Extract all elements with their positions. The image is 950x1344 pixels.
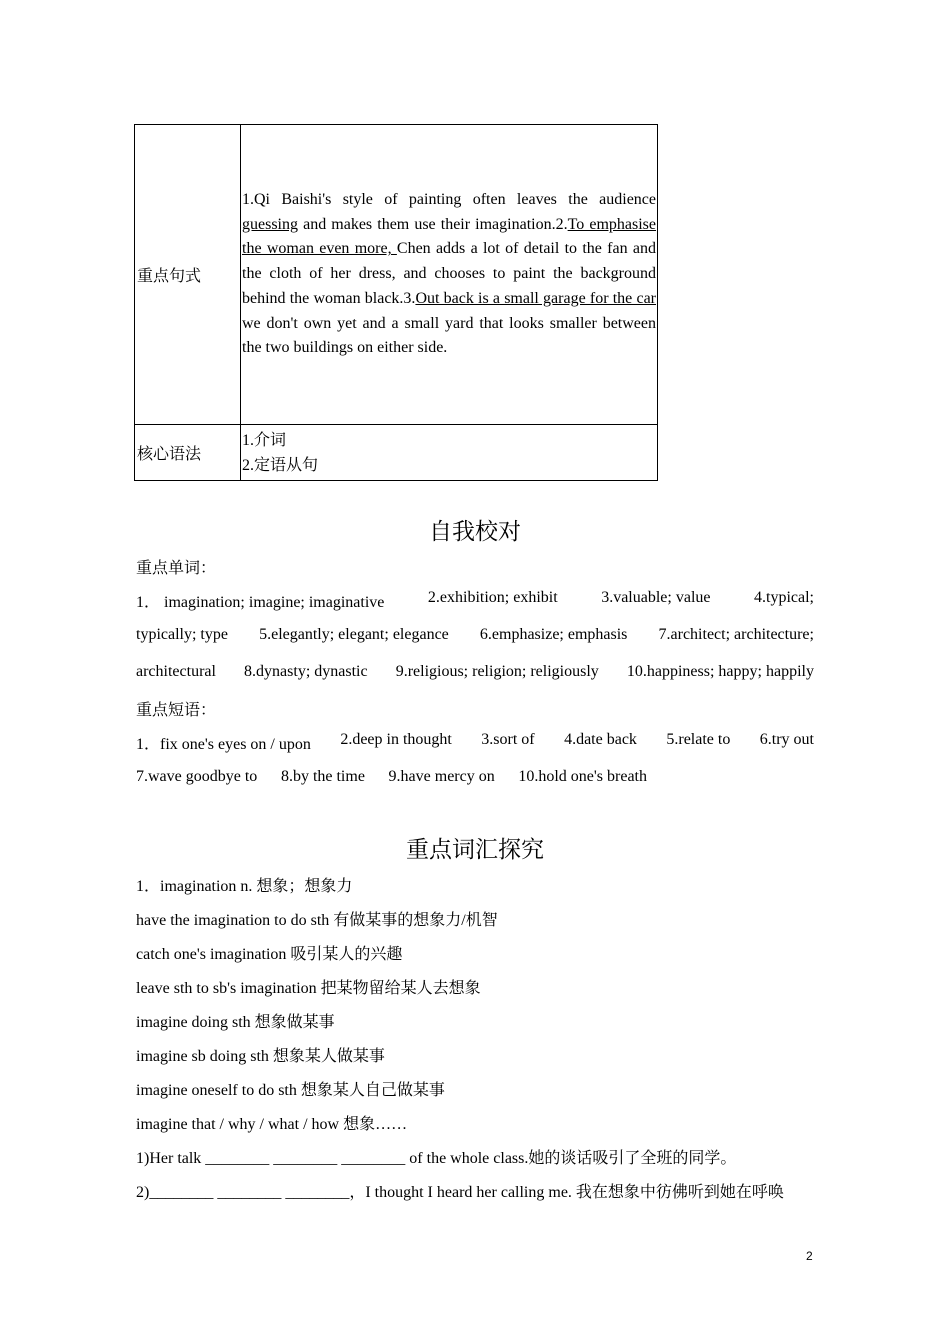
- vocab-line: 1．imagination n. 想象；想象力: [136, 878, 353, 895]
- vocab-line: imagine doing sth 想象做某事: [136, 1014, 335, 1031]
- vocab-line: imagine oneself to do sth 想象某人自己做某事: [136, 1082, 445, 1099]
- exercise-item: 1)Her talk ________ ________ ________ of the whole class.她的谈话吸引了全班的同学。: [136, 1150, 737, 1167]
- answer-item: 9.religious; religion; religiously: [395, 663, 599, 680]
- vocab-line: catch one's imagination 吸引某人的兴趣: [136, 946, 403, 963]
- underlined-phrase: guessing: [242, 215, 298, 233]
- key-phrases-line: [136, 768, 647, 786]
- section-title-self-check: 自我校对: [429, 519, 521, 544]
- vocab-line: imagine that / why / what / how 想象……: [136, 1116, 408, 1133]
- underlined-phrase: To emphasise the woman even more,: [242, 215, 657, 258]
- answer-item: 10.happiness; happy; happily: [626, 663, 814, 680]
- answer-item: 9.have mercy on: [388, 768, 495, 785]
- answer-item: architectural: [136, 663, 216, 680]
- key-sentences-content: [241, 125, 658, 425]
- sentence-text: and makes them use their imagination.2.: [298, 215, 568, 233]
- sentence-text: 1.Qi Baishi's style of painting often leaves the audience: [242, 190, 656, 208]
- key-phrases-label: 重点短语：: [136, 702, 217, 719]
- core-grammar-label: 核心语法: [135, 425, 241, 481]
- vocab-line: have the imagination to do sth 有做某事的想象力/机智: [136, 912, 498, 929]
- grammar-item: 2.定语从句: [242, 456, 319, 474]
- summary-table: [134, 124, 658, 481]
- key-words-line: [136, 663, 814, 681]
- answer-item: 2.deep in thought: [340, 731, 452, 748]
- key-phrases-line: [136, 731, 814, 754]
- answer-item: 7.wave goodbye to: [136, 768, 258, 785]
- table-row-key-sentences: [135, 125, 658, 425]
- answer-item: 1．fix one's eyes on / upon: [136, 736, 311, 753]
- exercise-item: 2)________ ________ ________，I thought I heard her calling me. 我在想象中彷佛听到她在呼唤: [136, 1184, 784, 1201]
- answer-item: 6.emphasize; emphasis: [479, 626, 628, 643]
- core-grammar-content: [241, 425, 658, 481]
- answer-item: 8.by the time: [280, 768, 365, 785]
- answer-item: 1． imagination; imagine; imaginative: [136, 594, 385, 611]
- key-words-line: [136, 589, 814, 612]
- answer-item: 4.date back: [564, 731, 637, 748]
- vocab-line: leave sth to sb's imagination 把某物留给某人去想象: [136, 980, 481, 997]
- answer-item: 2.exhibition; exhibit: [427, 589, 558, 606]
- key-sentences-text: [242, 188, 656, 362]
- key-words-line: [136, 626, 814, 644]
- answer-item: 10.hold one's breath: [518, 768, 647, 785]
- key-words-label: 重点单词：: [136, 560, 217, 577]
- grammar-item: 1.介词: [242, 431, 287, 449]
- answer-item: 5.relate to: [666, 731, 731, 748]
- table-row-core-grammar: [135, 425, 658, 481]
- page-number: 2: [806, 1249, 813, 1263]
- answer-item: 4.typical;: [754, 589, 814, 606]
- answer-item: typically; type: [136, 626, 228, 643]
- answer-item: 6.try out: [759, 731, 814, 748]
- sentence-text: Chen adds a lot of detail to the fan and the cloth of her dress, and chooses to paint the background behind the woman black.3.: [242, 240, 656, 307]
- answer-item: 3.valuable; value: [601, 589, 711, 606]
- answer-item: 8.dynasty; dynastic: [244, 663, 368, 680]
- answer-item: 3.sort of: [481, 731, 535, 748]
- sentence-text: we don't own yet and a small yard that looks smaller between the two buildings on either side.: [242, 314, 656, 357]
- vocab-line: imagine sb doing sth 想象某人做某事: [136, 1048, 385, 1065]
- section-title-vocabulary: 重点词汇探究: [406, 837, 544, 862]
- answer-item: 5.elegantly; elegant; elegance: [259, 626, 449, 643]
- answer-item: 7.architect; architecture;: [658, 626, 814, 643]
- underlined-phrase: Out back is a small garage for the car: [415, 289, 657, 307]
- key-sentences-label: 重点句式: [135, 125, 241, 425]
